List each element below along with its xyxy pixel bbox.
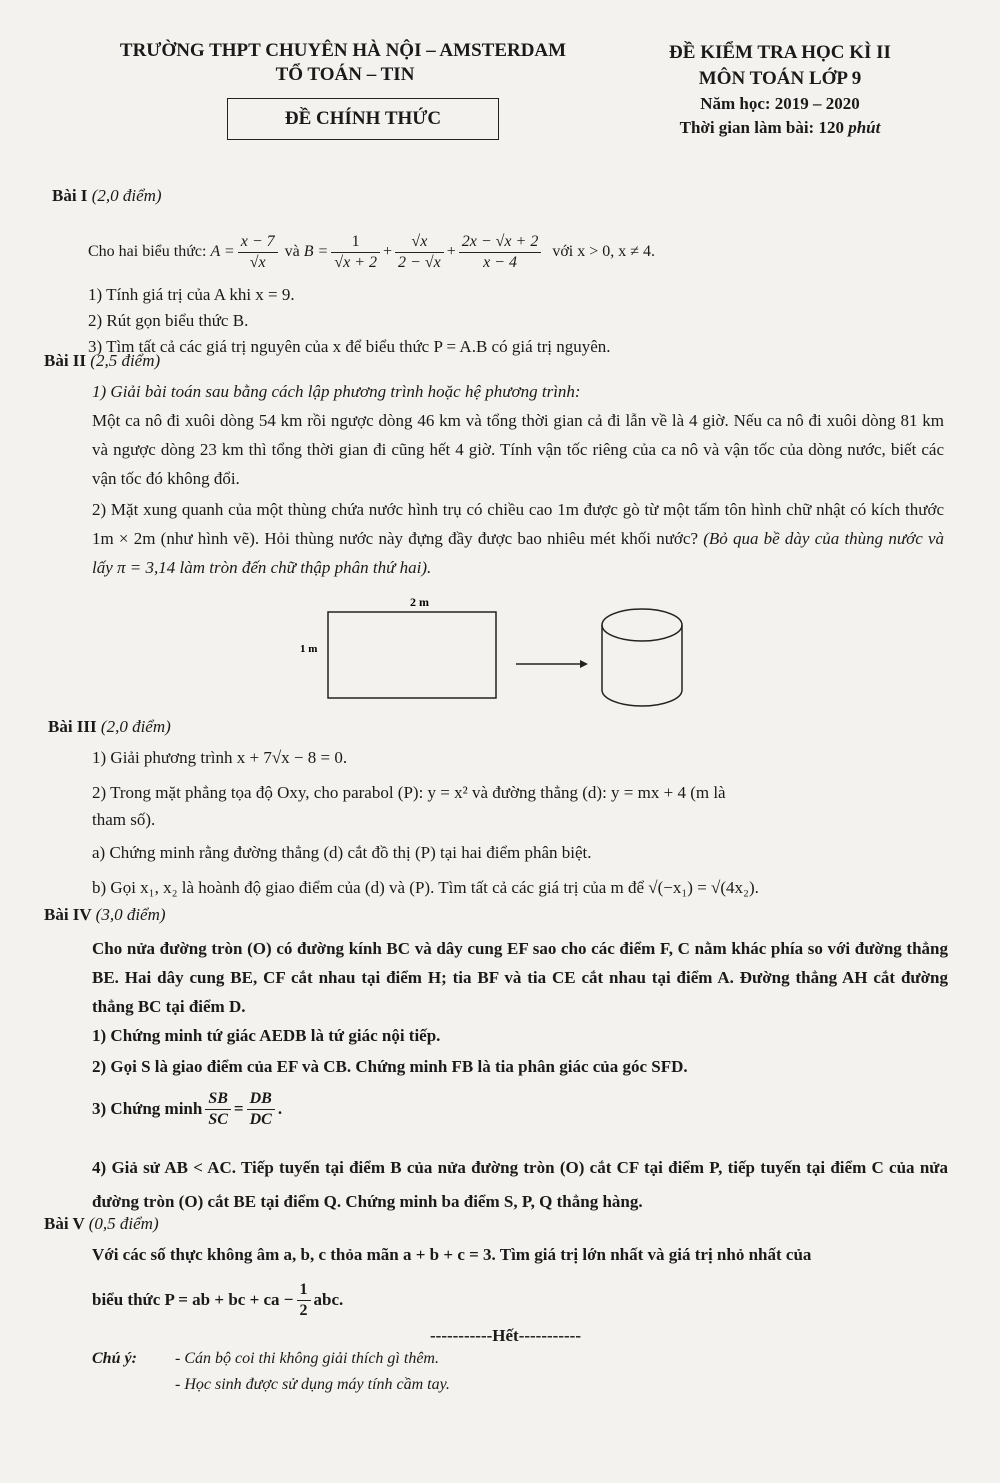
end-marker: -----------Hết----------- [430, 1326, 581, 1345]
bai2-q2-note: (Bỏ qua bề dày của thùng nước và lấy π = 3,14 làm tròn đến chữ thập phân thứ hai). [92, 529, 945, 577]
exam-title: ĐỀ KIỂM TRA HỌC KÌ II [669, 42, 891, 63]
bai2-q2-text: 2) Mặt xung quanh của một thùng chứa nước hình trụ có chiều cao 1m được gò từ một tấm tôn hình chữ nhật có kích thước 1m × 2m (như hình vẽ). Hỏi thùng nước này đựng đầy được bao nhiêu mét khối nước? (Bỏ qua bề dày của thùng nước và lấy π = 3,14 làm tròn đến chữ thập phân thứ hai). [92, 500, 945, 577]
fraction-one-half: $\frac{1}{2}$ [297, 1280, 311, 1321]
bai3-q2-line2: tham số). [92, 810, 156, 829]
bai2-title: Bài II (2,5 điểm) [44, 351, 161, 370]
fraction-A: $\frac{x - 7}{√x}$ [238, 232, 278, 273]
bai1-expressions: Cho hai biểu thức: A = $\frac{x - 7}{√x}$ và B = $\frac{1}{√x + 2}$ + $\frac{√x}{2 - √x}$ + $\frac{2x - √x + 2}{x - 4}$ với x > 0, x ≠ 4. [88, 232, 656, 271]
bai3-qb: b) Gọi x₁, x₂ là hoành độ giao điểm của (d) và (P). Tìm tất cả các giá trị của m để √(−x₁) = √(4x₂). [92, 878, 759, 897]
note-2: - Học sinh được sử dụng máy tính cầm tay. [175, 1376, 450, 1393]
sheet-rectangle [328, 612, 496, 698]
bai3-q1: 1) Giải phương trình x + 7√x − 8 = 0. [92, 748, 348, 767]
official-label-box: ĐỀ CHÍNH THỨC [227, 98, 499, 140]
fraction-DB-DC: $\frac{DB}{DC}$ [247, 1089, 275, 1130]
arrow-head [580, 660, 588, 668]
bai4-q2: 2) Gọi S là giao điểm của EF và CB. Chứng minh FB là tia phân giác của góc SFD. [92, 1057, 688, 1076]
school-name: TRƯỜNG THPT CHUYÊN HÀ NỘI – AMSTERDAM [119, 40, 567, 61]
department-name: TỔ TOÁN – TIN [275, 64, 415, 85]
note-1: - Cán bộ coi thi không giải thích gì thêm. [175, 1350, 439, 1367]
bai3-qa: a) Chứng minh rằng đường thẳng (d) cắt đồ thị (P) tại hai điểm phân biệt. [92, 843, 592, 862]
width-label: 2 m [410, 595, 429, 609]
bai4-q1: 1) Chứng minh tứ giác AEDB là tứ giác nội tiếp. [92, 1026, 441, 1045]
height-label: 1 m [300, 643, 318, 655]
fraction-SB-SC: $\frac{SB}{SC}$ [205, 1089, 231, 1130]
bai1-title: Bài I (2,0 điểm) [52, 186, 162, 205]
exam-duration-unit: phút [848, 118, 881, 137]
cylinder-shape [602, 609, 682, 706]
bai4-intro: Cho nửa đường tròn (O) có đường kính BC và dây cung EF sao cho các điểm F, C nằm khác phía so với đường thẳng BE. Hai dây cung BE, CF cắt nhau tại điểm H; tia BF và tia CE cắt nhau tại điểm A. Đường thẳng AH cắt đường thẳng BC tại điểm D. [92, 939, 948, 1016]
bai3-q2-line1: 2) Trong mặt phẳng tọa độ Oxy, cho parabol (P): y = x² và đường thẳng (d): y = mx + 4 (m là [92, 783, 726, 802]
note-label: Chú ý: [92, 1350, 137, 1367]
bai1-q1: 1) Tính giá trị của A khi x = 9. [88, 285, 295, 304]
fraction-B3: $\frac{2x - √x + 2}{x - 4}$ [459, 232, 542, 273]
bai5-text1: Với các số thực không âm a, b, c thỏa mãn a + b + c = 3. Tìm giá trị lớn nhất và giá trị nhỏ nhất của [92, 1245, 812, 1264]
subject: MÔN TOÁN LỚP 9 [698, 68, 862, 89]
bai3-title: Bài III (2,0 điểm) [48, 717, 171, 736]
bai5-text2: biểu thức P = ab + bc + ca − $\frac{1}{2}$ abc. [92, 1280, 344, 1319]
fraction-B1: $\frac{1}{√x + 2}$ [331, 232, 380, 273]
bai4-q3: 3) Chứng minh $\frac{SB}{SC}$ = $\frac{DB}{DC}$ . [92, 1089, 283, 1128]
bai1-q3: 3) Tìm tất cả các giá trị nguyên của x để biểu thức P = A.B có giá trị nguyên. [88, 337, 611, 356]
bai4-title: Bài IV (3,0 điểm) [44, 905, 166, 924]
bai5-title: Bài V (0,5 điểm) [44, 1214, 159, 1233]
fraction-B2: $\frac{√x}{2 - √x}$ [395, 232, 444, 273]
rectangle-to-cylinder-figure [290, 592, 710, 717]
bai4-q4: 4) Giả sử AB < AC. Tiếp tuyến tại điểm B của nửa đường tròn (O) cắt CF tại điểm P, tiếp tuyến tại điểm C của nửa đường tròn (O) cắt BE tại điểm Q. Chứng minh ba điểm S, P, Q thẳng hàng. [92, 1158, 948, 1211]
exam-duration-label: Thời gian làm bài: 120 [679, 118, 849, 137]
bai1-q2: 2) Rút gọn biểu thức B. [88, 311, 249, 330]
exam-duration [630, 118, 930, 138]
bai2-q1-text: Một ca nô đi xuôi dòng 54 km rồi ngược dòng 46 km và tổng thời gian cả đi lẫn về là 4 giờ. Nếu ca nô đi xuôi dòng 81 km và ngược dòng 23 km thì tổng thời gian đi cũng hết 4 giờ. Tính vận tốc riêng của ca nô và vận tốc của dòng nước, biết các vận tốc đó không đổi. [92, 411, 944, 488]
bai2-q1-heading: 1) Giải bài toán sau bằng cách lập phương trình hoặc hệ phương trình: [92, 382, 581, 401]
school-year: Năm học: 2019 – 2020 [700, 94, 860, 113]
